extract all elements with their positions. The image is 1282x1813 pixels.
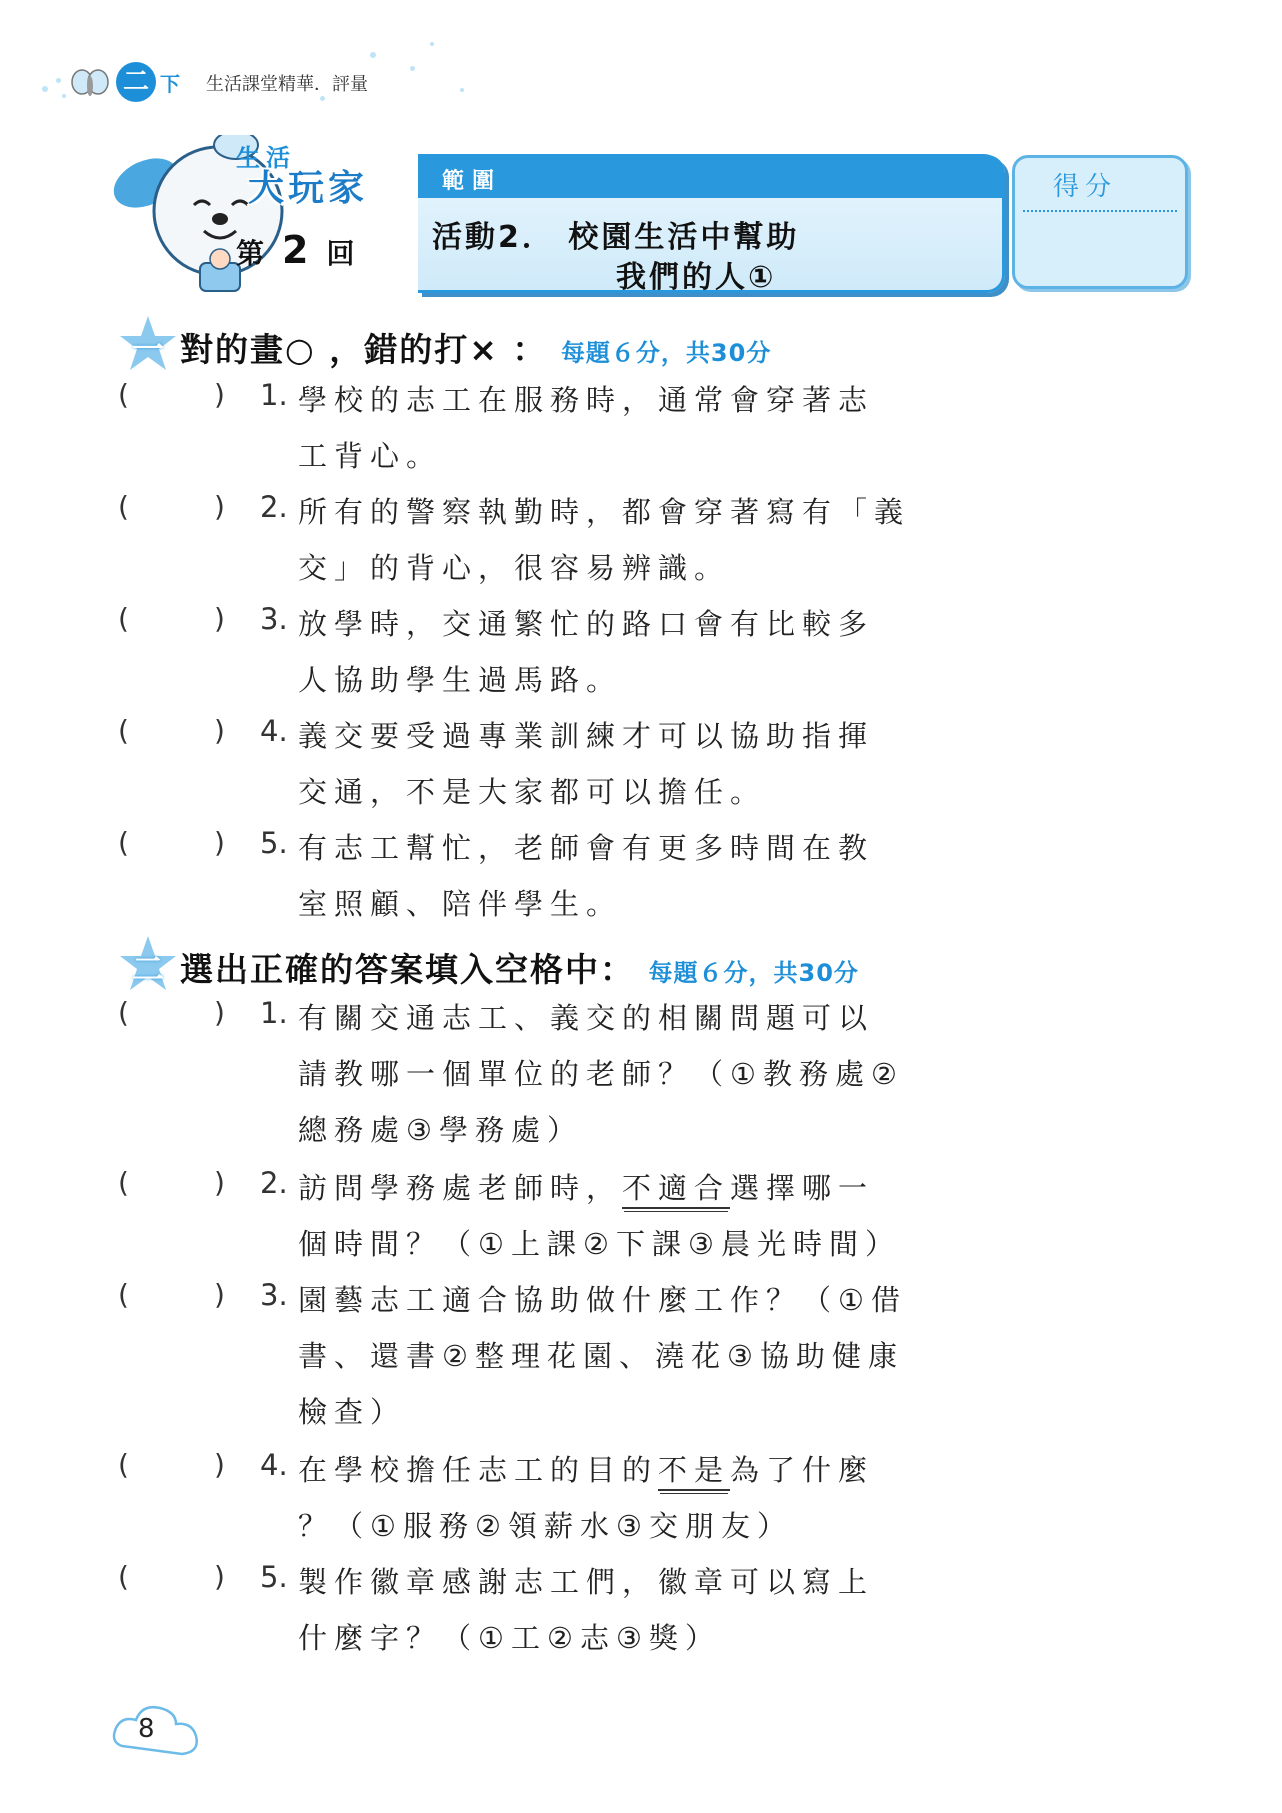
section2-score-note: 每題６分，共30分 <box>648 959 859 987</box>
answer-blank[interactable] <box>118 490 225 523</box>
range-line2: 我們的人① <box>616 260 777 295</box>
question-line: 所有的警察執勤時，都會穿著寫有「義 <box>298 495 911 529</box>
question-line: 工背心。 <box>298 439 443 473</box>
question-line: 放學時，交通繁忙的路口會有比較多 <box>298 607 875 641</box>
question-number: 3. <box>260 1278 288 1312</box>
range-tab <box>418 154 1002 198</box>
paren-open: ( <box>118 826 129 859</box>
section1-title-text: 對的畫○ ，錯的打× ： <box>180 330 548 369</box>
question-number: 3. <box>260 602 288 636</box>
answer-blank[interactable] <box>118 1278 225 1311</box>
underlined-keyword: 不是 <box>658 1453 730 1491</box>
section1-heading <box>118 320 1198 370</box>
question-line: 檢查） <box>298 1395 407 1429</box>
answer-blank[interactable] <box>118 996 225 1029</box>
question-line: 交通，不是大家都可以擔任。 <box>298 775 767 809</box>
question-line: 園藝志工適合協助做什麼工作？（①借 <box>298 1283 907 1317</box>
answer-blank[interactable] <box>118 826 225 859</box>
grade-badge: 二 <box>116 62 156 102</box>
question-line: 總務處③學務處） <box>298 1113 583 1147</box>
paren-close: ) <box>214 826 225 859</box>
page-number: 8 <box>138 1714 155 1744</box>
question-number: 5. <box>260 1560 288 1594</box>
round-label <box>236 228 354 272</box>
round-suffix: 回 <box>326 237 355 270</box>
paren-open: ( <box>118 1448 129 1481</box>
question-line <box>298 1166 874 1207</box>
question-line: 製作徽章感謝志工們，徽章可以寫上 <box>298 1565 875 1599</box>
series-name-line2: 大玩家 <box>248 168 369 209</box>
question-line: 什麼字？（①工②志③獎） <box>298 1621 721 1655</box>
section1-number: 一 <box>132 330 165 368</box>
score-box[interactable] <box>1012 155 1188 289</box>
paren-close: ) <box>214 714 225 747</box>
book-title: 生活課堂精華．評量 <box>206 74 368 95</box>
section2-title-text: 選出正確的答案填入空格中： <box>180 950 635 989</box>
range-box <box>418 155 1005 293</box>
question-line: 個時間？（①上課②下課③晨光時間） <box>298 1227 901 1261</box>
paren-close: ) <box>214 1278 225 1311</box>
paren-close: ) <box>214 378 225 411</box>
round-number: 2 <box>282 228 309 272</box>
question-number: 2. <box>260 1166 288 1200</box>
question-line: 交」的背心，很容易辨識。 <box>298 551 731 585</box>
answer-blank[interactable] <box>118 1560 225 1593</box>
underlined-keyword: 不適合 <box>622 1171 730 1209</box>
section2-number: 二 <box>132 950 165 988</box>
answer-blank[interactable] <box>118 714 225 747</box>
paren-close: ) <box>214 602 225 635</box>
semester-label: 下 <box>160 72 180 96</box>
question-number: 4. <box>260 1448 288 1482</box>
butterfly-icon <box>70 68 110 102</box>
cloud-icon <box>108 1700 204 1762</box>
question-line: 義交要受過專業訓練才可以協助指揮 <box>298 719 875 753</box>
question-number: 4. <box>260 714 288 748</box>
question-text: 為了什麼 <box>730 1453 875 1487</box>
section2-title <box>180 944 859 991</box>
section1-score-note: 每題６分，共30分 <box>560 339 772 367</box>
question-text: 訪問學務處老師時， <box>298 1171 623 1205</box>
round-prefix: 第 <box>236 237 265 270</box>
paren-open: ( <box>118 1560 129 1593</box>
question-text: 在學校擔任志工的目的 <box>298 1453 659 1487</box>
series-name-line1: 生活 <box>236 144 296 172</box>
score-label: 得分 <box>1053 172 1118 202</box>
paren-open: ( <box>118 996 129 1029</box>
question-line: 學校的志工在服務時，通常會穿著志 <box>298 383 875 417</box>
paren-close: ) <box>214 1560 225 1593</box>
question-number: 5. <box>260 826 288 860</box>
question-number: 1. <box>260 996 288 1030</box>
paren-open: ( <box>118 1166 129 1199</box>
section2-heading <box>118 940 1198 990</box>
paren-close: ) <box>214 1166 225 1199</box>
question-line: 人協助學生過馬路。 <box>298 663 623 697</box>
paren-open: ( <box>118 490 129 523</box>
paren-open: ( <box>118 602 129 635</box>
paren-close: ) <box>214 996 225 1029</box>
section1-title <box>180 324 771 371</box>
question-text: 選擇哪一 <box>730 1171 875 1205</box>
paren-open: ( <box>118 378 129 411</box>
paren-open: ( <box>118 1278 129 1311</box>
question-line: 有志工幫忙，老師會有更多時間在教 <box>298 831 875 865</box>
answer-blank[interactable] <box>118 378 225 411</box>
question-line: 書、還書②整理花園、澆花③協助健康 <box>298 1339 904 1373</box>
paren-close: ) <box>214 490 225 523</box>
running-header <box>50 60 470 104</box>
question-number: 2. <box>260 490 288 524</box>
answer-blank[interactable] <box>118 602 225 635</box>
answer-blank[interactable] <box>118 1448 225 1481</box>
question-line <box>298 1448 874 1489</box>
score-dotted-rule <box>1023 210 1177 212</box>
question-line: 有關交通志工、義交的相關問題可以 <box>298 1001 875 1035</box>
question-number: 1. <box>260 378 288 412</box>
question-line: 請教哪一個單位的老師？（①教務處② <box>298 1057 904 1091</box>
question-line: 室照顧、陪伴學生。 <box>298 887 623 921</box>
question-line: ？（①服務②領薪水③交朋友） <box>298 1509 793 1543</box>
range-line1: 活動2． 校園生活中幫助 <box>432 220 800 255</box>
range-label: 範圍 <box>442 169 503 194</box>
paren-open: ( <box>118 714 129 747</box>
paren-close: ) <box>214 1448 225 1481</box>
answer-blank[interactable] <box>118 1166 225 1199</box>
